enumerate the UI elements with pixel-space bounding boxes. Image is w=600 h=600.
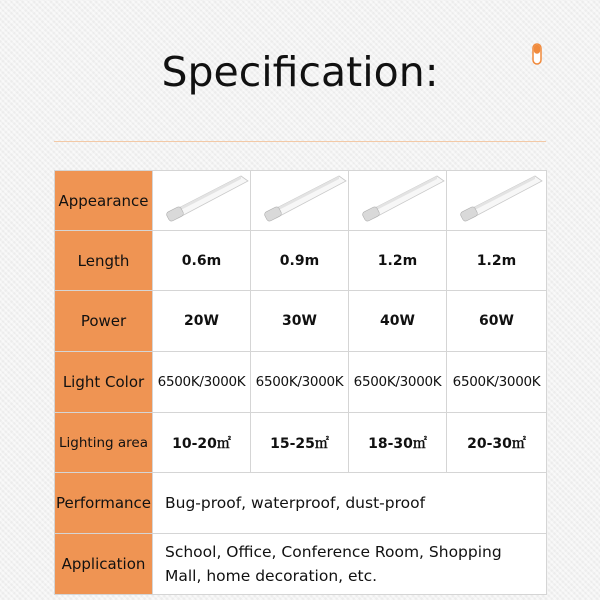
application-value: School, Office, Conference Room, Shopping Mall, home decoration, etc. (153, 534, 547, 595)
application-row (55, 534, 547, 595)
length-value: 0.6m (153, 231, 251, 291)
light-color-value: 6500K/3000K (447, 352, 547, 413)
led-tube-lamp-icon (251, 172, 347, 230)
performance-value: Bug-proof, waterproof, dust-proof (153, 473, 547, 534)
row-label-light-color: Light Color (55, 352, 153, 413)
lighting-area-value: 15-25㎡ (251, 413, 349, 473)
power-row (55, 291, 547, 352)
light-color-value: 6500K/3000K (349, 352, 447, 413)
length-row (55, 231, 547, 291)
length-value: 1.2m (349, 231, 447, 291)
appearance-cell (251, 171, 349, 231)
led-tube-lamp-icon (349, 172, 445, 230)
led-tube-lamp-icon (447, 172, 543, 230)
lighting-area-row (55, 413, 547, 473)
power-value: 60W (447, 291, 547, 352)
light-color-value: 6500K/3000K (251, 352, 349, 413)
appearance-cell (349, 171, 447, 231)
length-value: 0.9m (251, 231, 349, 291)
specification-table (54, 170, 547, 595)
appearance-cell (153, 171, 251, 231)
appearance-cell (447, 171, 547, 231)
appearance-row (55, 171, 547, 231)
title-divider (54, 141, 546, 142)
light-color-row (55, 352, 547, 413)
row-label-power: Power (55, 291, 153, 352)
lighting-area-value: 10-20㎡ (153, 413, 251, 473)
led-tube-lamp-icon (153, 172, 249, 230)
light-color-value: 6500K/3000K (153, 352, 251, 413)
lighting-area-value: 20-30㎡ (447, 413, 547, 473)
row-label-appearance: Appearance (55, 171, 153, 231)
row-label-application: Application (55, 534, 153, 595)
power-value: 30W (251, 291, 349, 352)
page-title: Specification: (161, 48, 439, 96)
power-value: 40W (349, 291, 447, 352)
row-label-length: Length (55, 231, 153, 291)
row-label-lighting-area: Lighting area (55, 413, 153, 473)
performance-row (55, 473, 547, 534)
length-value: 1.2m (447, 231, 547, 291)
power-value: 20W (153, 291, 251, 352)
capsule-icon (532, 43, 542, 65)
lighting-area-value: 18-30㎡ (349, 413, 447, 473)
row-label-performance: Performance (55, 473, 153, 534)
